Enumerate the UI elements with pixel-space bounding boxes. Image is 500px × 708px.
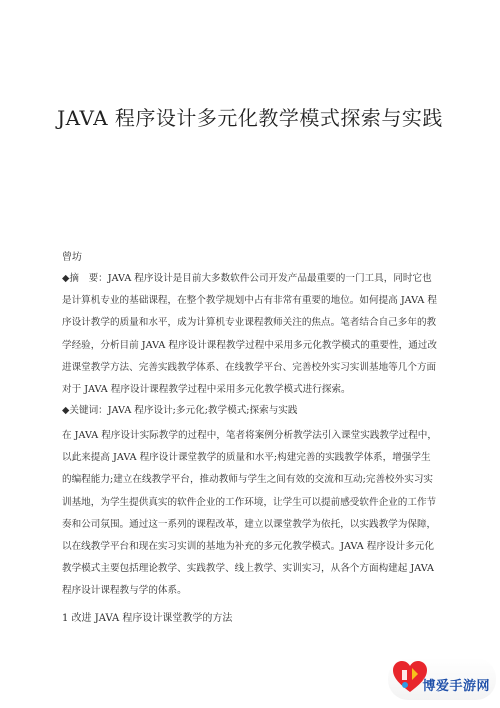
watermark-text: 博爱手游网 xyxy=(422,679,490,694)
abstract-paragraph: ◆摘 要：JAVA 程序设计是目前大多数软件公司开发产品最重要的一门工具，同时它也是计算机专业的基础课程，在整个教学规划中占有非常有重要的地位。如何提高 JAVA 程序设计教学的质量和水平，成为计算机专业课程教师关注的焦点。笔者结合自己多年的教学经验，分析目前 JAVA 程序设计课程教学过程中采用多元化教学模式的重要性，通过改进课堂教学方法、完善实践教学体系、在线教学平台、完善校外实习实训基地等几个方面对于 JAVA 程序设计课程教学过程中采用多元化教学模式进行探索。 xyxy=(62,273,437,396)
keywords-line: ◆关键词：JAVA 程序设计;多元化;教学模式;探索与实践 xyxy=(62,405,298,416)
document-title: JAVA 程序设计多元化教学模式探索与实践 xyxy=(57,106,443,130)
section-heading: 1 改进 JAVA 程序设计课堂教学的方法 xyxy=(62,613,233,624)
site-watermark xyxy=(388,652,496,704)
body-paragraph: 在 JAVA 程序设计实际教学的过程中，笔者将案例分析教学法引入课堂实践教学过程中，以此来提高 JAVA 程序设计课堂教学的质量和水平;构建完善的实践教学体系，增强学生的编程能力;建立在线教学平台，推动教师与学生之间有效的交流和互动;完善校外实习实训基地，为学生提供真实的软件企业的工作环境，让学生可以提前感受软件企业的工作节奏和公司氛围。通过这一系列的课程改革，建立以课堂教学为依托，以实践教学为保障，以在线教学平台和现在实习实训的基地为补充的多元化教学模式。JAVA 程序设计多元化教学模式主要包括理论教学、实践教学、线上教学、实训实习，从各个方面构建起 JAVA 程序设计课程教与学的体系。 xyxy=(62,430,437,597)
author-name: 曾坊 xyxy=(62,252,82,263)
